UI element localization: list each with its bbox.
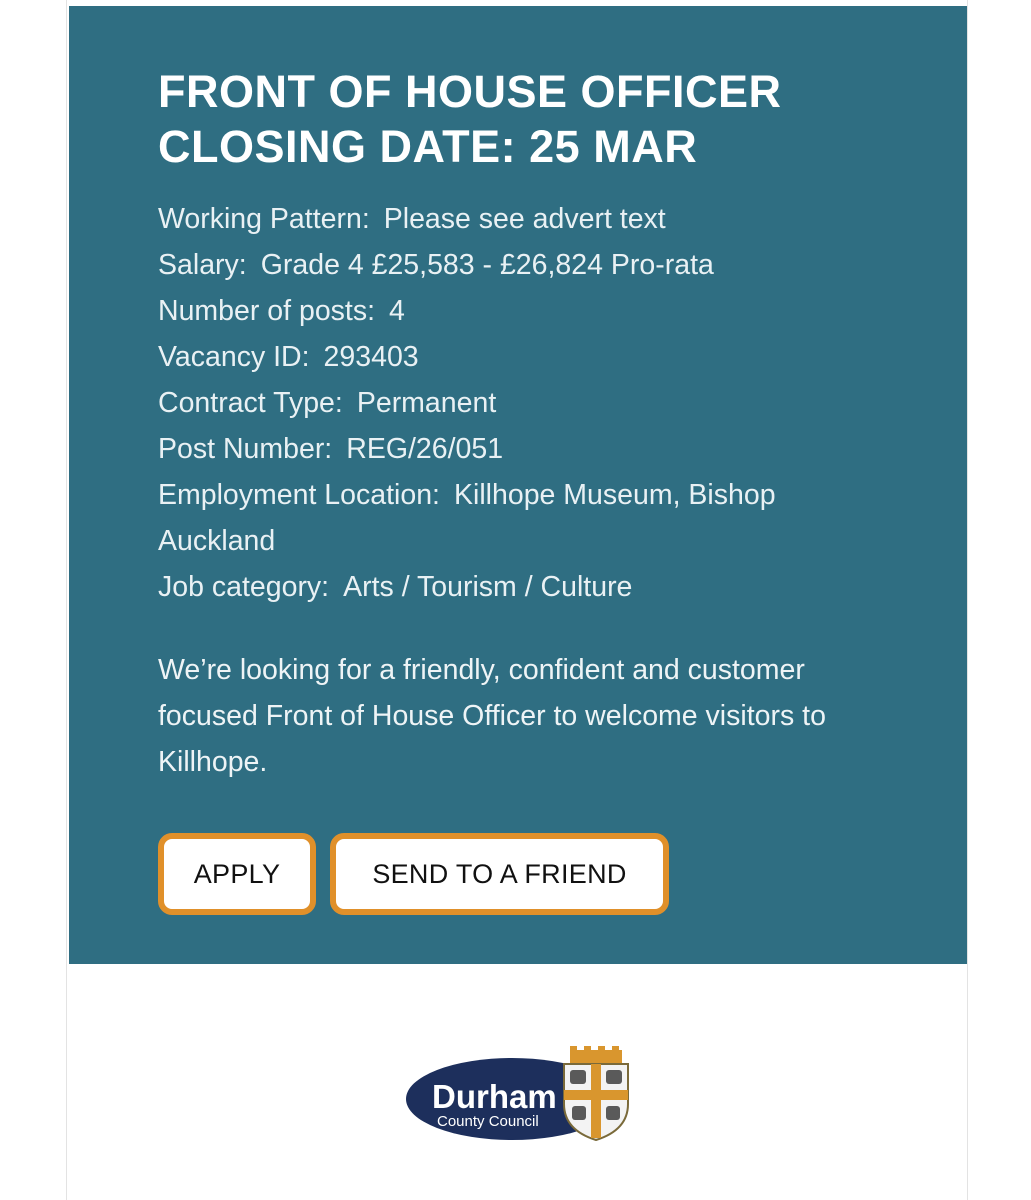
detail-contract-type [158, 380, 877, 426]
detail-label: Salary: [158, 249, 247, 281]
durham-crest-icon [564, 1046, 628, 1140]
detail-vacancy-id [158, 334, 877, 380]
detail-label: Number of posts: [158, 295, 376, 327]
detail-label: Working Pattern: [158, 203, 370, 235]
logo-name: Durham [432, 1078, 557, 1115]
detail-label: Post Number: [158, 433, 333, 465]
detail-label: Contract Type: [158, 387, 343, 419]
detail-value: Killhope Museum, Bishop Auckland [158, 479, 776, 557]
detail-value: Grade 4 £25,583 - £26,824 Pro-rata [260, 249, 714, 281]
closing-date: CLOSING DATE: 25 MAR [158, 121, 698, 172]
detail-number-of-posts [158, 288, 877, 334]
job-card [69, 6, 967, 964]
detail-employment-location [158, 472, 877, 564]
job-heading [158, 64, 877, 174]
logo-subtitle: County Council [437, 1113, 539, 1130]
job-title: FRONT OF HOUSE OFFICER [158, 66, 782, 117]
apply-button[interactable]: APPLY [158, 833, 316, 915]
action-buttons [158, 833, 877, 915]
detail-job-category [158, 564, 877, 610]
detail-value: Arts / Tourism / Culture [343, 571, 633, 603]
detail-value: 4 [389, 295, 405, 327]
detail-post-number [158, 426, 877, 472]
detail-label: Employment Location: [158, 479, 440, 511]
detail-value: Permanent [356, 387, 497, 419]
detail-value: 293403 [323, 341, 419, 373]
detail-label: Job category: [158, 571, 330, 603]
detail-value: REG/26/051 [346, 433, 504, 465]
detail-salary [158, 242, 877, 288]
detail-value: Please see advert text [383, 203, 666, 235]
job-intro: We’re looking for a friendly, confident and customer focused Front of House Officer to welcome visitors to Killhope. [158, 654, 826, 778]
detail-label: Vacancy ID: [158, 341, 310, 373]
job-details-list [158, 196, 877, 610]
send-to-friend-button[interactable]: SEND TO A FRIEND [330, 833, 669, 915]
detail-working-pattern [158, 196, 877, 242]
durham-county-council-logo[interactable] [404, 1046, 636, 1142]
